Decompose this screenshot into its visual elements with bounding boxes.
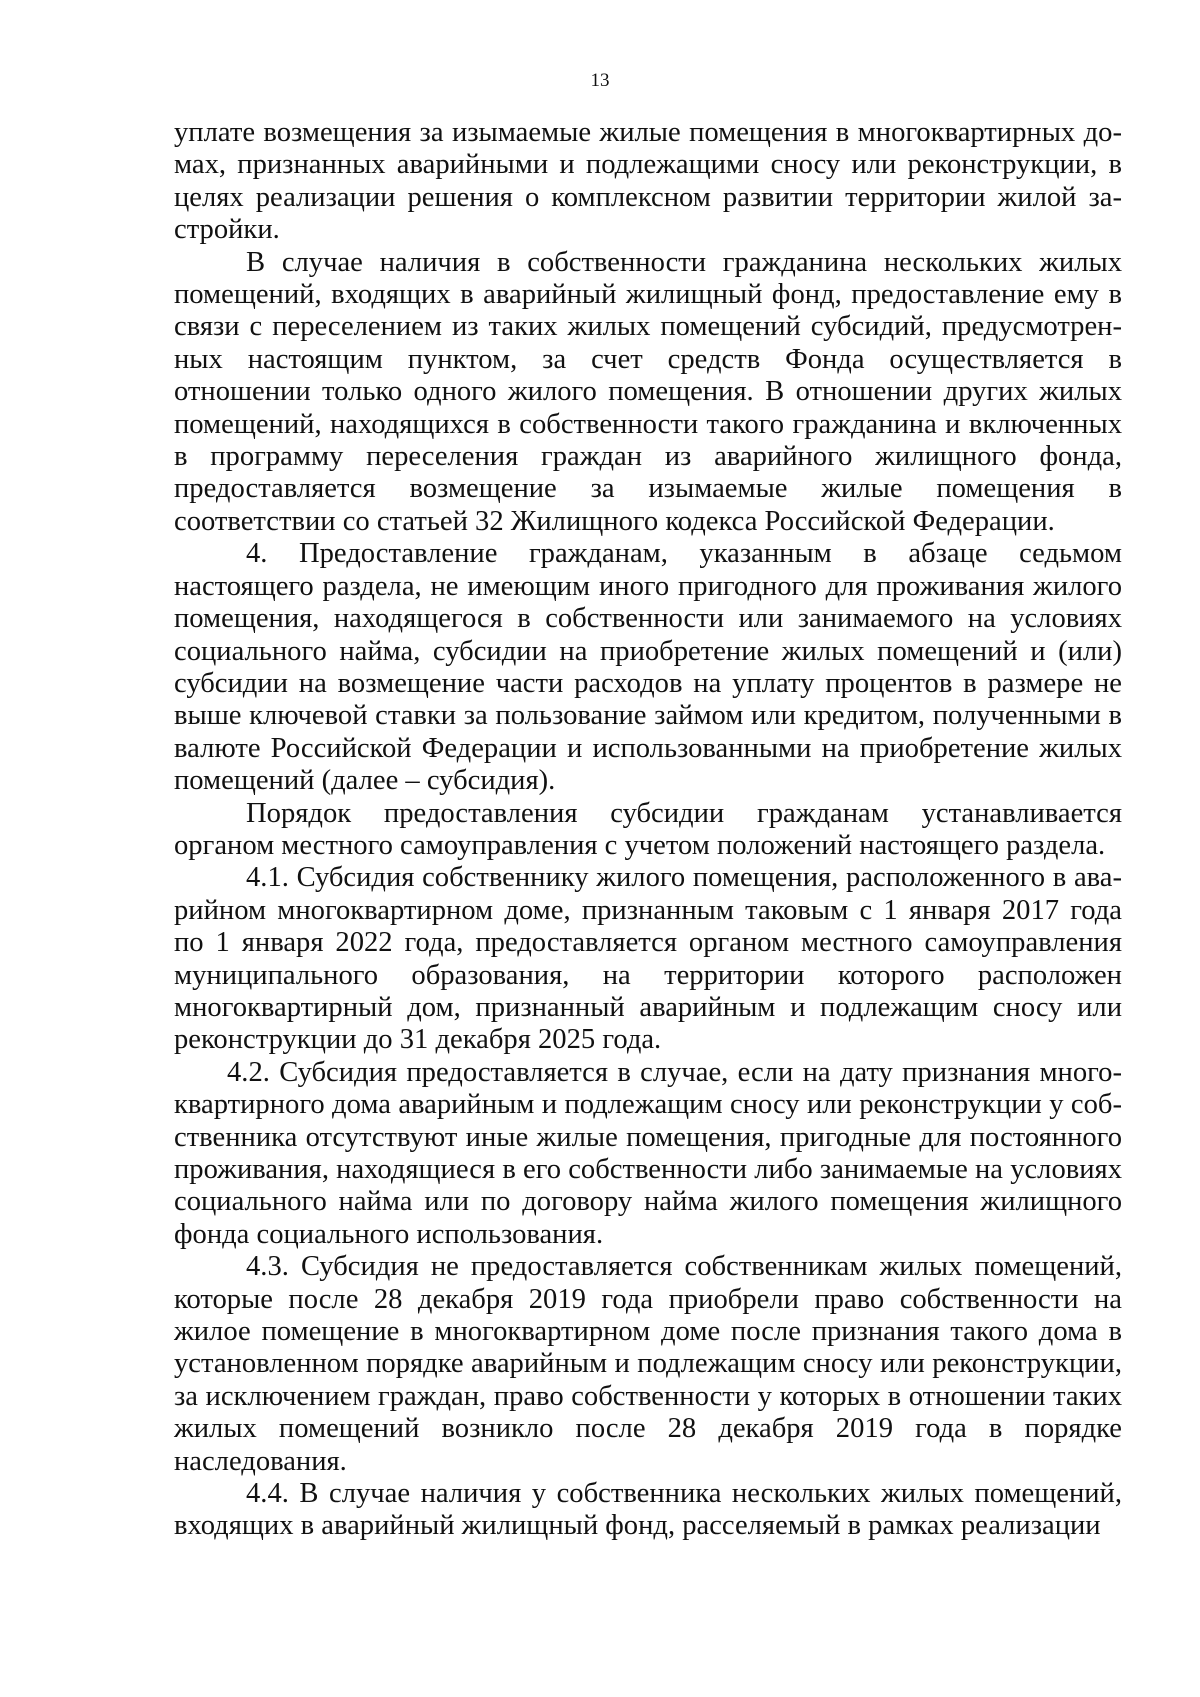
paragraph-item-4-4: 4.4. В случае наличия у собственника нескольких жилых помещений, входящих в аварийный жилищный фонд, расселяемый в рамках реализации xyxy=(174,1478,1122,1542)
paragraph-item-4-3: 4.3. Субсидия не предоставляется собственникам жилых помещений, которые после 28 декабря 2019 года приобрели право собственности на жилое помещение в многоквартирном доме после признания такого дома в установленном порядке аварийным и подлежащим сносу или реконструкции, за исключением граждан, право собственности у которых в отношении таких жилых помещений возникло после 28 декабря 2019 года в порядке наследования. xyxy=(174,1251,1122,1477)
paragraph-continuation: уплате возмещения за изымаемые жилые помещения в многоквартирных домах, признанных аварийными и подлежащими сносу или реконструкции, в целях реализации решения о комплексном развитии территории жилой застройки. xyxy=(174,117,1122,246)
paragraph-multiple-dwellings: В случае наличия в собственности гражданина нескольких жилых помещений, входящих в аварийный жилищный фонд, предоставление ему в связи с переселением из таких жилых помещений субсидий, предусмотренных настоящим пунктом, за счет средств Фонда осуществляется в отношении только одного жилого помещения. В отношении других жилых помещений, находящихся в собственности такого гражданина и включенных в программу переселения граждан из аварийного жилищного фонда, предоставляется возмещение за изымаемые жилые помещения в соответствии со статьей 32 Жилищного кодекса Российской Федерации. xyxy=(174,246,1122,537)
paragraph-subsidy-procedure: Порядок предоставления субсидии гражданам устанавливается органом местного самоуправления с учетом положений настоящего раздела. xyxy=(174,797,1122,861)
paragraph-item-4: 4. Предоставление гражданам, указанным в абзаце седьмом настоящего раздела, не имеющим иного пригодного для проживания жилого помещения, находящегося в собственности или занимаемого на условиях социального найма, субсидии на приобретение жилых помещений и (или) субсидии на возмещение части расходов на уплату процентов в размере не выше ключевой ставки за пользование займом или кредитом, полученными в валюте Российской Федерации и использованными на приобретение жилых помещений (далее – субсидия). xyxy=(174,538,1122,797)
paragraph-item-4-1: 4.1. Субсидия собственнику жилого помещения, расположенного в аварийном многоквартирном доме, признанным таковым с 1 января 2017 года по 1 января 2022 года, предоставляется органом местного самоуправления муниципального образования, на территории которого расположен многоквартирный дом, признанный аварийным и подлежащим сносу или реконструкции до 31 декабря 2025 года. xyxy=(174,862,1122,1056)
page-number: 13 xyxy=(590,70,610,91)
document-body xyxy=(174,117,1122,1543)
paragraph-item-4-2: 4.2. Субсидия предоставляется в случае, если на дату признания многоквартирного дома аварийным и подлежащим сносу или реконструкции у собственника отсутствуют иные жилые помещения, пригодные для постоянного проживания, находящиеся в его собственности либо занимаемые на условиях социального найма или по договору найма жилого помещения жилищного фонда социального использования. xyxy=(174,1056,1122,1250)
